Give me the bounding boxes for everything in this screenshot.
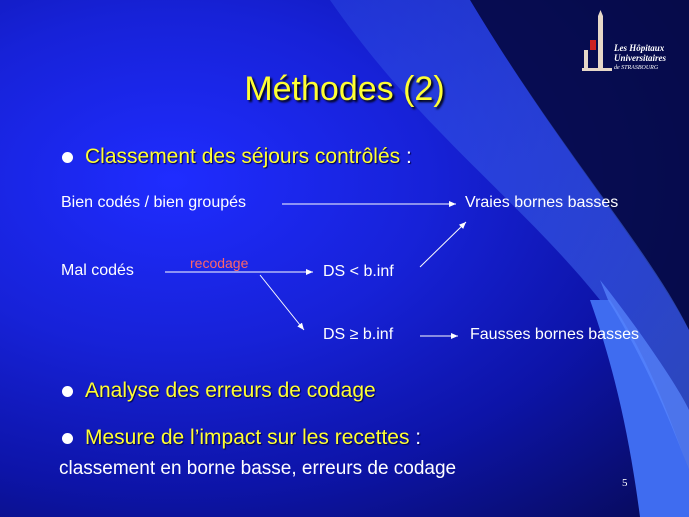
- slide-title: Méthodes (2): [244, 70, 445, 108]
- bullet-dot-3: [62, 433, 73, 444]
- bullet-1-suffix: :: [400, 145, 412, 168]
- logo-line-3: de STRASBOURG: [614, 65, 659, 71]
- flow-vraies-bornes: Vraies bornes basses: [465, 194, 619, 211]
- bullet-3-suffix: :: [409, 426, 422, 449]
- logo-line-2: Universitaires: [614, 53, 667, 63]
- bullet-2-label: Analyse des erreurs de codage: [85, 379, 376, 402]
- flow-mal-codes: Mal codés: [61, 262, 134, 279]
- flow-fausses-bornes: Fausses bornes basses: [470, 326, 639, 343]
- bullet-dot-2: [62, 386, 73, 397]
- flow-bien-codes: Bien codés / bien groupés: [61, 194, 247, 211]
- arrow-mal-to-ds-ge: [260, 275, 304, 330]
- bullet-3: [85, 426, 421, 450]
- flow-ds-ge: DS ≥ b.inf: [323, 326, 394, 343]
- logo-line-1: Les Hôpitaux: [614, 43, 665, 53]
- bullet-2: [85, 379, 376, 403]
- flow-ds-lt: DS < b.inf: [323, 263, 394, 280]
- arrow-ds-lt-to-vraies: [420, 222, 466, 267]
- bullet-1-label: Classement des séjours contrôlés: [85, 145, 401, 168]
- bullet-3-label: Mesure de l’impact sur les recettes: [85, 426, 410, 449]
- sub-line: classement en borne basse, erreurs de codage: [59, 458, 457, 479]
- page-number: 5: [622, 477, 628, 489]
- flow-recodage: recodage: [190, 255, 249, 271]
